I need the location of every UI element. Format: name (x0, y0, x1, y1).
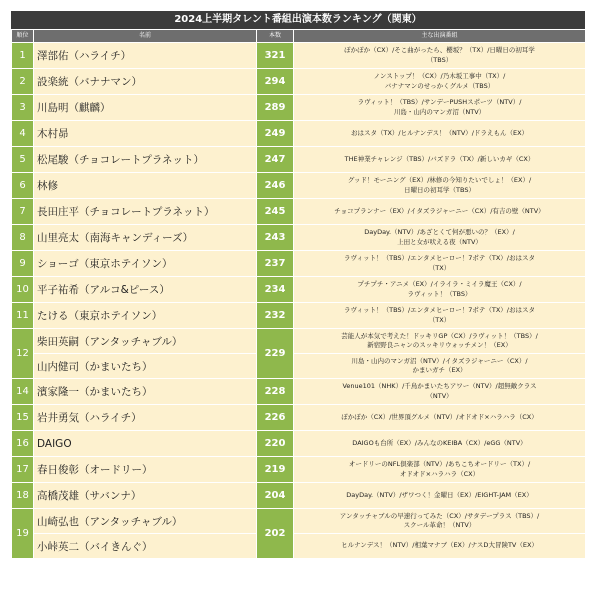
program-line: ラヴィット！（TBS）/サンデーPUSHスポーツ（NTV）/ (357, 98, 522, 106)
count-cell: 219 (257, 457, 294, 483)
program-line: アンタッチャブルの早速行ってみた（CX）/サタデープラス（TBS）/ (339, 511, 540, 520)
name-cell: 木村昴 (34, 121, 257, 147)
table-row (12, 199, 586, 225)
programs-cell (294, 43, 586, 69)
table-row (12, 147, 586, 173)
program-line: THE神業チャレンジ（TBS）/バズドラ（TX）/新しいカギ（CX） (344, 154, 535, 163)
table-row (12, 225, 586, 251)
count-cell: 247 (257, 147, 294, 173)
name-cell: 松尾駿（チョコレートプラネット） (34, 147, 257, 173)
name-cell: DAIGO (34, 431, 257, 457)
programs-cell (294, 483, 586, 509)
programs-cell (294, 251, 586, 277)
name-cell: たける（東京ホテイソン） (34, 303, 257, 329)
program-line: DayDay.（NTV）/あざとくて何が悪いの？（EX）/ (364, 228, 515, 236)
program-line: バナナマンのせっかくグルメ（TBS） (384, 81, 495, 90)
name-cell: 小峠英二（バイきんぐ） (34, 534, 257, 559)
program-line: （TX） (428, 263, 451, 272)
table-row (12, 303, 586, 329)
count-cell: 229 (257, 329, 294, 379)
count-cell: 294 (257, 69, 294, 95)
rank-cell: 9 (12, 251, 34, 277)
name-cell: 春日俊彰（オードリー） (34, 457, 257, 483)
name-cell: 山里亮太（南海キャンディーズ） (34, 225, 257, 251)
name-cell: 岩井勇気（ハライチ） (34, 405, 257, 431)
program-line: グッド！モーニング（EX）/林修の今知りたいでしょ！（EX）/ (347, 176, 532, 184)
name-cell: 澤部佑（ハライチ） (34, 43, 257, 69)
count-cell: 321 (257, 43, 294, 69)
table-row (12, 379, 586, 405)
table-row (12, 354, 586, 379)
programs-cell (294, 534, 586, 559)
program-line: チョコプランナー（EX）/イタズラジャーニー（CX）/有吉の壁（NTV） (334, 206, 545, 215)
program-line: （TBS） (426, 55, 453, 64)
header-count: 本数 (257, 30, 294, 43)
count-cell: 228 (257, 379, 294, 405)
count-cell: 220 (257, 431, 294, 457)
table-row (12, 43, 586, 69)
header-programs: 主な出演番組 (294, 30, 586, 43)
programs-cell (294, 95, 586, 121)
program-line: 川島・山内のマンガ沼（NTV） (393, 107, 486, 116)
programs-cell (294, 225, 586, 251)
program-line: ヒルナンデス！（NTV）/相葉マナブ（EX）/ナスD大冒険TV（EX） (341, 541, 538, 550)
rank-cell: 17 (12, 457, 34, 483)
table-row (12, 329, 586, 354)
name-cell: 林修 (34, 173, 257, 199)
header-row (12, 30, 586, 43)
rank-cell: 3 (12, 95, 34, 121)
program-line: DAIGOも台所（EX）/みんなのKEIBA（CX）/eGG（NTV） (352, 438, 527, 447)
header-rank: 順位 (12, 30, 34, 43)
count-cell: 202 (257, 509, 294, 559)
rank-cell: 2 (12, 69, 34, 95)
program-line: ノンストップ！（CX）/乃木坂工事中（TX）/ (373, 72, 506, 80)
rank-cell: 19 (12, 509, 34, 559)
table-row (12, 173, 586, 199)
program-line: かまいガチ（EX） (412, 366, 467, 374)
table-row (12, 95, 586, 121)
rank-cell: 14 (12, 379, 34, 405)
table-row (12, 251, 586, 277)
rank-cell: 5 (12, 147, 34, 173)
table-row (12, 121, 586, 147)
program-line: オドオド×ハラハラ（CX） (399, 469, 480, 478)
program-line: （NTV） (426, 391, 453, 400)
rank-cell: 11 (12, 303, 34, 329)
name-cell: 山内健司（かまいたち） (34, 354, 257, 379)
table-title: 2024上半期タレント番組出演本数ランキング（関東） (11, 11, 585, 29)
program-line: おはスタ（TX）/ヒルナンデス！（NTV）/ドラえもん（EX） (350, 128, 529, 137)
count-cell: 234 (257, 277, 294, 303)
programs-cell (294, 69, 586, 95)
name-cell: ショーゴ（東京ホテイソン） (34, 251, 257, 277)
count-cell: 232 (257, 303, 294, 329)
ranking-table (11, 29, 586, 559)
program-line: プチプチ・アニメ（EX）/イライラ・ミイラ魔王（CX）/ (357, 280, 522, 288)
programs-cell (294, 354, 586, 379)
count-cell: 243 (257, 225, 294, 251)
programs-cell (294, 147, 586, 173)
table-row (12, 431, 586, 457)
name-cell: 濱家隆一（かまいたち） (34, 379, 257, 405)
table-row (12, 69, 586, 95)
program-line: 川島・山内のマンガ沼（NTV）/イタズラジャーニー（CX）/ (351, 356, 528, 365)
table-row (12, 509, 586, 534)
programs-cell (294, 405, 586, 431)
table-row (12, 534, 586, 559)
rank-cell: 6 (12, 173, 34, 199)
ranking-table-wrapper (11, 11, 585, 559)
programs-cell (294, 121, 586, 147)
rank-cell: 8 (12, 225, 34, 251)
program-line: （TX） (428, 315, 451, 324)
name-cell: 山崎弘也（アンタッチャブル） (34, 509, 257, 534)
program-line: 上田と女が吠える夜（NTV） (397, 237, 482, 246)
rank-cell: 10 (12, 277, 34, 303)
rank-cell: 1 (12, 43, 34, 69)
program-line: 日曜日の初耳学（TBS） (404, 185, 475, 194)
table-row (12, 277, 586, 303)
program-line: DayDay.（NTV）/ザワつく！金曜日（EX）/EIGHT-JAM（EX） (346, 490, 533, 499)
programs-cell (294, 277, 586, 303)
program-line: ぽかぽか（CX）/世界頂グルメ（NTV）/オドオド×ハラハラ（CX） (341, 412, 538, 421)
header-name: 名前 (34, 30, 257, 43)
programs-cell (294, 173, 586, 199)
count-cell: 226 (257, 405, 294, 431)
name-cell: 平子祐希（アルコ&ピース） (34, 277, 257, 303)
table-row (12, 405, 586, 431)
rank-cell: 4 (12, 121, 34, 147)
program-line: ラヴィット！（TBS） (407, 289, 472, 298)
program-line: オードリーのNFL倶楽部（NTV）/あちこちオードリー（TX）/ (348, 460, 531, 468)
program-line: 芸能人が本気で考えた！ドッキリGP（CX）/ラヴィット！（TBS）/ (341, 331, 538, 340)
program-line: 新宿野良ニャンのスッキリウォッチメン！（EX） (367, 341, 512, 349)
programs-cell (294, 303, 586, 329)
rank-cell: 12 (12, 329, 34, 379)
rank-cell: 15 (12, 405, 34, 431)
name-cell: 柴田英嗣（アンタッチャブル） (34, 329, 257, 354)
table-row (12, 457, 586, 483)
count-cell: 245 (257, 199, 294, 225)
count-cell: 237 (257, 251, 294, 277)
count-cell: 249 (257, 121, 294, 147)
program-line: スクール革命！（NTV） (403, 521, 476, 529)
program-line: ラヴィット！（TBS）/エンタメヒーロー！7ポテ（TX）/おはスタ (344, 306, 535, 314)
program-line: Venue101（NHK）/千鳥かまいたちアワー（NTV）/超無敵クラス (342, 382, 537, 390)
rank-cell: 7 (12, 199, 34, 225)
rank-cell: 16 (12, 431, 34, 457)
name-cell: 設楽統（バナナマン） (34, 69, 257, 95)
count-cell: 204 (257, 483, 294, 509)
programs-cell (294, 379, 586, 405)
rank-cell: 18 (12, 483, 34, 509)
table-row (12, 483, 586, 509)
program-line: ぽかぽか（CX）/そこ曲がったら、櫻坂？（TX）/日曜日の初耳学 (344, 46, 535, 54)
programs-cell (294, 509, 586, 534)
count-cell: 289 (257, 95, 294, 121)
programs-cell (294, 199, 586, 225)
name-cell: 長田庄平（チョコレートプラネット） (34, 199, 257, 225)
programs-cell (294, 329, 586, 354)
program-line: ラヴィット！（TBS）/エンタメヒーロー！7ポテ（TX）/おはスタ (344, 254, 535, 262)
programs-cell (294, 431, 586, 457)
count-cell: 246 (257, 173, 294, 199)
name-cell: 川島明（麒麟） (34, 95, 257, 121)
name-cell: 高橋茂雄（サバンナ） (34, 483, 257, 509)
programs-cell (294, 457, 586, 483)
